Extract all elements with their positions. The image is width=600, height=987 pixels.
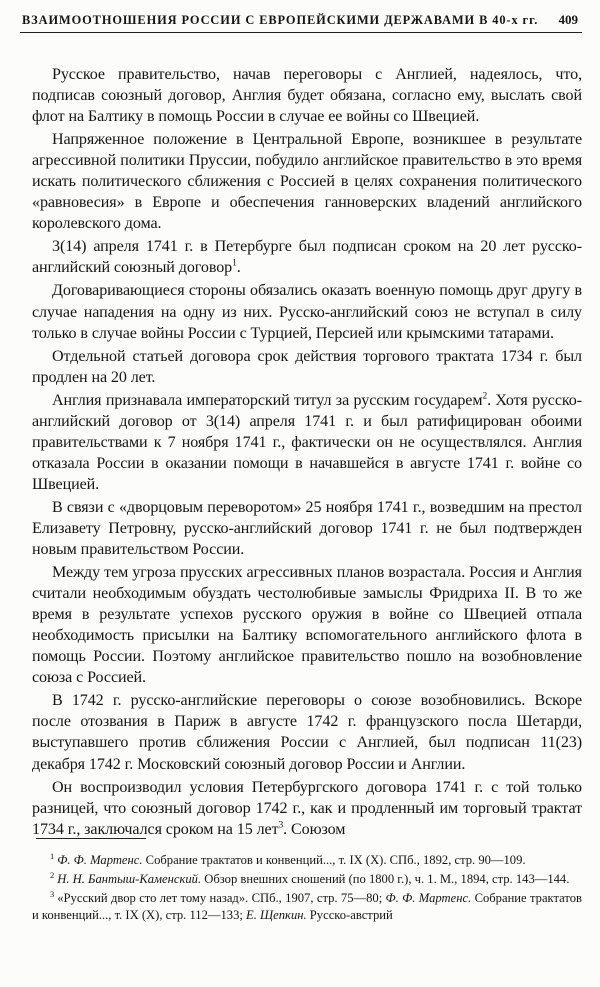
paragraph	[32, 346, 582, 388]
main-text	[32, 64, 582, 840]
paragraph	[32, 280, 582, 343]
paragraph-text: . Хотя русско-английский договор от 3(14) апреля 1741 г. и был ратифицирован обоими правительствами к 7 ноября 1741 г., фактически он не осуществлялся. Англия отказала России в оказании помощи в начавшейся в августе 1741 г. войне со Швецией.	[32, 391, 582, 493]
footnote-text: Собрание трактатов и конвенций..., т. IX (X), стр. 112—133;	[32, 891, 582, 922]
paragraph-text: Напряженное положение в Центральной Европе, возникшее в результате агрессивной политики Пруссии, побудило английское правительство в это время искать политического сближения с Россией в целях сохранения политического «равновесия» в Европе и обеспечения ганноверских владений английского королевского дома.	[32, 131, 582, 233]
footnote	[32, 871, 582, 888]
header-rule	[20, 32, 582, 33]
footnote-text: Собрание трактатов и конвенций..., т. IX (X). СПб., 1892, стр. 90—109.	[142, 853, 526, 867]
paragraph-text: Договаривающиеся стороны обязались оказать военную помощь друг другу в случае нападения на одну из них. Русско-английский союз не вступал в силу только в случае войны России с Турцией, Персией или крымскими татарами.	[32, 282, 582, 342]
footnote-mark: 2	[50, 869, 55, 880]
footnote-mark: 1	[50, 850, 55, 861]
paragraph-text: Он воспроизводил условия Петербургского договора 1741 г. с той только разницей, что союзный договор 1742 г., как и продленный им торговый трактат 1734 г., заключался сроком на 15 лет	[32, 778, 582, 838]
paragraph-text: В 1742 г. русско-английские переговоры о союзе возобновились. Вскоре после отозвания в Париж в августе 1742 г. французского посла Шетарди, выступавшего против сближения России с Англией, был подписан 11(23) декабря 1742 г. Московский союзный договор России и Англии.	[32, 692, 582, 773]
footnote	[32, 852, 582, 869]
paragraph-text: Отдельной статьей договора срок действия торгового трактата 1734 г. был продлен на 20 лет.	[32, 347, 582, 386]
paragraph-text: 3(14) апреля 1741 г. в Петербурге был подписан сроком на 20 лет русско-английский союзный договор	[32, 238, 582, 277]
footnotes	[32, 852, 582, 926]
running-head	[22, 10, 578, 30]
paragraph	[32, 690, 582, 774]
footnote-rule	[36, 838, 146, 839]
footnote-reference[interactable]: 3	[278, 820, 284, 831]
footnote-author: Е. Щепкин.	[246, 908, 307, 922]
footnote-author: Ф. Ф. Мартенс.	[385, 891, 472, 905]
footnote-text: «Русский двор сто лет тому назад». СПб., 1907, стр. 75—80;	[57, 891, 386, 905]
paragraph	[32, 497, 582, 560]
paragraph-text: В связи с «дворцовым переворотом» 25 ноября 1741 г., возведшим на престол Елизавету Петровну, русско-английский договор 1741 г. не был подтвержден новым правительством России.	[32, 498, 582, 559]
paragraph-text: Англия признавала императорский титул за русским государем	[52, 391, 483, 409]
paragraph	[32, 64, 582, 127]
paragraph	[32, 236, 582, 278]
paragraph-text: . Союзом	[283, 820, 346, 838]
footnote-mark: 3	[50, 888, 55, 899]
paragraph-text: Между тем угроза прусских агрессивных планов возрастала. Россия и Англия считали необходимым обуздать честолюбивые замыслы Фридриха II. В то же время в результате успехов русского оружия в войне со Швецией отпала необходимость присылки на Балтику вспомогательного английского флота в помощь России. Поэтому английское правительство пошло на возобновление союза с Россией.	[32, 564, 582, 687]
paragraph-text: Русское правительство, начав переговоры с Англией, надеялось, что, подписав союзный договор, Англия будет обязана, согласно ему, выслать свой флот на Балтику в помощь России в случае ее войны со Швецией.	[32, 66, 582, 126]
footnote-text: Обзор внешних сношений (по 1800 г.), ч. 1. М., 1894, стр. 143—144.	[201, 872, 570, 886]
footnote	[32, 890, 582, 924]
running-head-title: ВЗАИМООТНОШЕНИЯ РОССИИ С ЕВРОПЕЙСКИМИ ДЕРЖАВАМИ В 40-х гг.	[22, 12, 539, 27]
paragraph	[32, 390, 582, 495]
footnote-reference[interactable]: 2	[482, 391, 488, 402]
paragraph-text: .	[236, 259, 241, 277]
paragraph	[32, 129, 582, 234]
paragraph	[32, 777, 582, 840]
paragraph	[32, 562, 582, 688]
footnote-reference[interactable]: 1	[232, 259, 237, 270]
footnote-author: Н. Н. Бантыш-Каменский.	[57, 872, 202, 886]
page-number: 409	[558, 12, 578, 27]
footnote-text: Русско-австрий	[306, 908, 393, 922]
footnote-author: Ф. Ф. Мартенс.	[57, 853, 143, 867]
